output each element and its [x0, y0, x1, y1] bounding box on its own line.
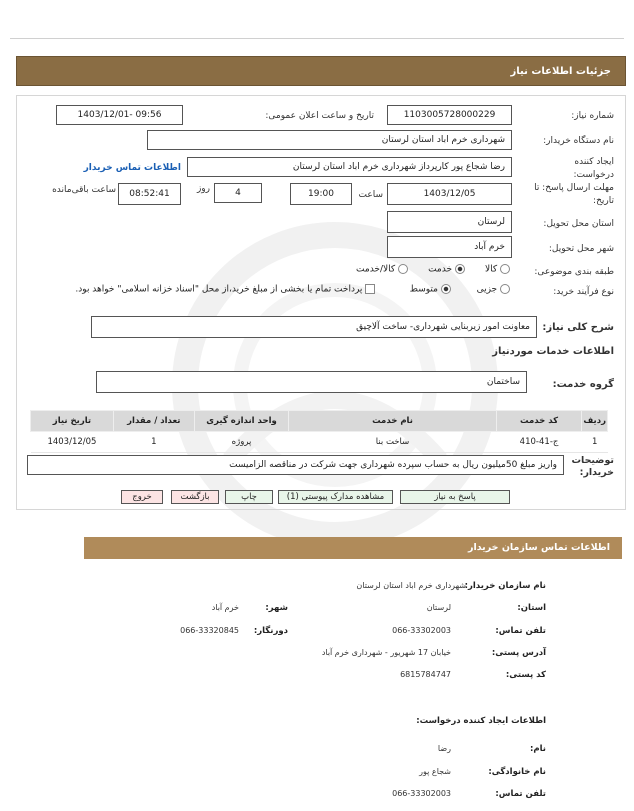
col-code: کد خدمت — [496, 411, 582, 432]
contact-postal-value: 6815784747 — [400, 670, 451, 679]
service-group-field: ساختمان — [96, 371, 527, 393]
contact-org-label: نام سازمان خریدار: — [464, 581, 546, 591]
deadline-time-field: 19:00 — [290, 183, 352, 205]
notes-label-1: توضیحات — [571, 455, 614, 466]
buyer-org-label: نام دستگاه خریدار: — [543, 136, 614, 146]
contact-province-label: استان: — [517, 603, 546, 613]
contact-fax-label: دورنگار: — [253, 626, 288, 636]
reply-button[interactable]: پاسخ به نیاز — [400, 490, 510, 504]
contact-city-value: خرم آباد — [211, 603, 239, 612]
category-label: طبقه بندی موضوعی: — [534, 267, 614, 277]
process-option-minor: جزیی — [476, 284, 498, 295]
col-qty: تعداد / مقدار — [113, 411, 194, 432]
days-label: روز — [196, 184, 210, 194]
col-unit: واحد اندازه گیری — [194, 411, 289, 432]
creator-info-title: اطلاعات ایجاد کننده درخواست: — [416, 716, 546, 726]
col-row: ردیف — [582, 411, 608, 432]
contact-city-label: شهر: — [265, 603, 288, 613]
category-radio-service[interactable] — [455, 264, 465, 274]
contact-postal-label: کد پستی: — [505, 670, 546, 680]
buyer-org-field: شهرداری خرم اباد استان لرستان — [147, 130, 512, 150]
cell-row: 1 — [582, 432, 608, 453]
province-label: استان محل تحویل: — [543, 219, 614, 229]
deadline-date-field: 1403/12/05 — [387, 183, 512, 205]
creator-field: رضا شجاع پور کارپرداز شهرداری خرم اباد استان لرستان — [187, 157, 512, 177]
cell-date: 1403/12/05 — [31, 432, 114, 453]
deadline-label-1: مهلت ارسال پاسخ: تا — [534, 183, 614, 193]
payment-note: پرداخت تمام یا بخشی از مبلغ خرید،از محل "اسناد خزانه اسلامی" خواهد بود. — [75, 284, 363, 295]
category-option-both: کالا/خدمت — [356, 264, 396, 275]
city-field: خرم آباد — [387, 236, 512, 258]
city-label: شهر محل تحویل: — [548, 244, 614, 254]
payment-checkbox[interactable] — [365, 284, 375, 294]
need-number-field: 1103005728000229 — [387, 105, 512, 125]
deadline-time-label: ساعت — [358, 190, 383, 200]
cell-unit: پروژه — [194, 432, 289, 453]
buyer-contact-link[interactable]: اطلاعات تماس خریدار — [83, 163, 181, 173]
process-option-medium: متوسط — [409, 284, 438, 295]
announce-field: 1403/12/01- 09:56 — [56, 105, 183, 125]
remaining-time-field: 08:52:41 — [118, 183, 181, 205]
top-divider — [10, 38, 624, 39]
table-row[interactable] — [31, 432, 608, 453]
notes-field: واریز مبلغ 50میلیون ریال به حساب سپرده شهرداری جهت شرکت در مناقصه الزامیست — [27, 455, 564, 475]
creator-phone-label: تلفن تماس: — [495, 789, 546, 799]
creator-name-value: رضا — [437, 744, 451, 753]
days-field: 4 — [214, 183, 262, 203]
cell-code: ج-41-410 — [496, 432, 582, 453]
view-docs-button[interactable]: مشاهده مدارک پیوستی (1) — [278, 490, 393, 504]
contact-phone-value: 066-33302003 — [392, 626, 451, 635]
announce-label: تاریخ و ساعت اعلان عمومی: — [265, 111, 374, 121]
summary-field: معاونت امور زیربنایی شهرداری- ساخت آلاچیق — [91, 316, 537, 338]
process-radio-medium[interactable] — [441, 284, 451, 294]
process-label: نوع فرآیند خرید: — [553, 287, 614, 297]
creator-label-1: ایجاد کننده — [574, 157, 614, 167]
contact-title: اطلاعات تماس سازمان خریدار — [467, 542, 610, 553]
cell-name: ساخت بنا — [289, 432, 496, 453]
need-number-label: شماره نیاز: — [571, 111, 614, 121]
contact-fax-value: 066-33320845 — [180, 626, 239, 635]
creator-phone-value: 066-33302003 — [392, 789, 451, 798]
contact-org-value: شهرداری خرم اباد استان لرستان — [356, 581, 466, 590]
contact-phone-label: تلفن تماس: — [495, 626, 546, 636]
contact-province-value: لرستان — [426, 603, 451, 612]
page-header — [16, 56, 626, 86]
back-button[interactable]: بازگشت — [171, 490, 219, 504]
contact-address-value: خیابان 17 شهریور - شهرداری خرم آباد — [321, 648, 451, 657]
remaining-label: ساعت باقی‌مانده — [52, 185, 116, 195]
process-options — [75, 284, 510, 295]
notes-label-2: خریدار: — [579, 467, 614, 478]
process-radio-minor[interactable] — [500, 284, 510, 294]
col-name: نام خدمت — [289, 411, 496, 432]
category-options — [356, 264, 510, 275]
category-option-service: خدمت — [428, 264, 453, 275]
exit-button[interactable]: خروج — [121, 490, 163, 504]
creator-family-label: نام خانوادگی: — [488, 767, 546, 777]
contact-header — [84, 537, 622, 559]
contact-address-label: آدرس پستی: — [491, 648, 546, 658]
col-date: تاریخ نیاز — [31, 411, 114, 432]
creator-label-2: درخواست: — [573, 170, 614, 180]
creator-family-value: شجاع پور — [419, 767, 451, 776]
service-group-label: گروه خدمت: — [552, 379, 614, 390]
deadline-label-2: تاریخ: — [593, 196, 614, 206]
summary-label: شرح کلی نیاز: — [542, 322, 614, 333]
category-radio-both[interactable] — [398, 264, 408, 274]
page-title: جزئیات اطلاعات نیاز — [510, 66, 611, 77]
category-radio-goods[interactable] — [500, 264, 510, 274]
items-table-header — [31, 411, 608, 432]
province-field: لرستان — [387, 211, 512, 233]
category-option-goods: کالا — [484, 264, 498, 275]
print-button[interactable]: چاپ — [225, 490, 273, 504]
services-info-title: اطلاعات خدمات موردنیاز — [492, 346, 614, 357]
cell-qty: 1 — [113, 432, 194, 453]
items-table — [30, 410, 608, 453]
creator-name-label: نام: — [529, 744, 546, 754]
